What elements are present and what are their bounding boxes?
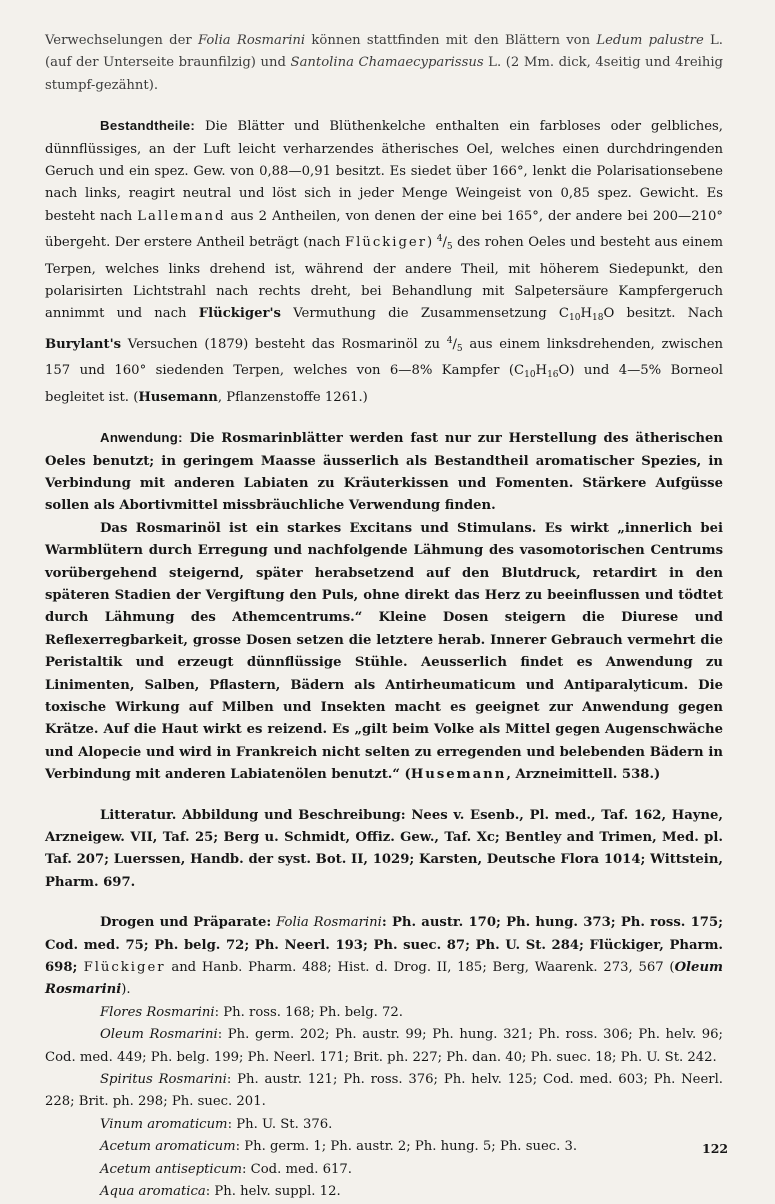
italic-term: Folia Rosmarini <box>276 915 382 931</box>
text-span: ). <box>121 982 131 998</box>
italic-term: Flores Rosmarini <box>100 1004 215 1020</box>
italic-term: Vinum aromaticum <box>100 1116 228 1132</box>
subscript: 10 <box>569 313 581 324</box>
author-name: Lallemand <box>137 208 226 224</box>
italic-term: Ledum palustre <box>596 33 704 48</box>
paragraph-bestandtheile: Bestandtheile: Die Blätter und Blüthenkelche enthalten ein farbloses oder gelbliches, dünnflüssiges, an der Luft leicht verharzendes ätherisches Oel, welches einen durchdringenden Geruch und ein spez. Gew. von 0,88—0,91 besitzt. Es siedet über 166°, lenkt die Polarisationsebene nach links, reagirt neutral und löst sich in jeder Menge Weingeist von 0,85 spez. Gewicht. Es besteht nach Lallemand aus 2 Antheilen, von denen der eine bei 165°, der andere bei 200—210° übergeht. Der erstere Antheil beträgt (nach Flückiger) $^4/_5$ des rohen Oeles und besteht aus einem Terpen, welches links drehend ist, während der andere Theil, mit höherem Siedepunkt, den polarisirten Lichtstrahl nach rechts dreht, bei Behandlung mit Salpetersäure Kampfergeruch annimmt und nach Flückiger's Vermuthung die Zusammensetzung $C_{10}H_{18}O$ besitzt. Nach Burylant's Versuchen (1879) besteht das Rosmarinöl zu $^4/_5$ aus einem linksdrehenden, zwischen 157 und 160° siedenden Terpen, welches von 6—8% Kampfer $(C_{10}H_{16}O)$ und 4—5% Borneol begleitet ist. (Husemann, Pflanzenstoffe 1261.) <box>45 118 724 405</box>
italic-term: Acetum aromaticum <box>100 1139 236 1155</box>
preparation-line <box>45 1181 723 1203</box>
italic-term: Aqua aromatica <box>100 1184 206 1200</box>
text-span: O) und 4—5% Borneol begleitet ist. ( <box>45 363 723 405</box>
text-span: Vermuthung die Zusammensetzung C <box>280 306 570 322</box>
text-span: : Ph. austr. 121; Ph. ross. 376; Ph. helv. 125; Cod. med. 603; Ph. Neerl. 228; Brit. ph. 298; Ph. suec. 201. <box>45 1072 723 1110</box>
text-span: Das Rosmarinöl ist ein starkes Excitans und Stimulans. Es wirkt „innerlich bei Warmblütern durch Erregung und nachfolgende Lähmung des vasomotorischen Centrums vorübergehend steigernd, später herabsetzend auf den Blutdruck, retardirt in den späteren Stadien der Vergiftung den Puls, ohne direkt das Herz zu beeinflussen und tödtet durch Lähmung des Athemcentrums.“ Kleine Dosen steigern die Diurese und Reflexerregbarkeit, grosse Dosen setzen die letztere herab. Innerer Gebrauch vermehrt die Peristaltik und erzeugt dünnflüssige Stühle. Aeusserlich findet es Anwendung zu Linimenten, Salben, Pflastern, Bädern als Antirheumaticum und Antiparalyticum. Die toxische Wirkung auf Milben und Insekten macht es geeignet zur Anwendung gegen Krätze. Auf die Haut wirkt es reizend. Es „gilt beim Volke als Mittel gegen Augenschwäche und Alopecie und wird in Frankreich nicht selten zu erregenden und belebenden Bädern in Verbindung mit anderen Labiatenölen benutzt.“ ( <box>45 520 723 783</box>
text-span: and Hanb. Pharm. 488; Hist. d. Drog. II, 185; Berg, Waarenk. 273, 567 ( <box>165 960 675 976</box>
text-span: aus 2 Antheilen, von denen der eine bei 165°, der andere bei 200—210° übergeht. Der erstere Antheil beträgt (nach <box>45 208 724 251</box>
text-span: : Cod. med. 617. <box>242 1161 352 1177</box>
text-span: L. (2 Mm. dick, 4seitig und 4reihig stumpf-gezähnt). <box>45 55 724 93</box>
text-span: : Ph. germ. 1; Ph. austr. 2; Ph. hung. 5; Ph. suec. 3. <box>235 1139 578 1155</box>
paragraph-anwendung <box>45 427 723 518</box>
text-span: können stattfinden mit den Blättern von <box>305 33 597 48</box>
text-span: Verwechselungen der <box>45 33 198 48</box>
paragraph-verwechselungen <box>45 30 723 97</box>
subscript: 18 <box>591 313 604 324</box>
text-span: des rohen Oeles und besteht aus einem Terpen, welches links drehend ist, während der andere Theil, mit höherem Siedepunkt, den polarisirten Lichtstrahl nach rechts dreht, bei Behandlung mit Salpetersäure Kampfergeruch annimmt und nach <box>45 235 723 322</box>
text-span: : Ph. helv. suppl. 12. <box>205 1184 341 1200</box>
italic-term: Spiritus Rosmarini <box>100 1072 227 1088</box>
preparation-line <box>45 1136 723 1158</box>
subscript: 16 <box>547 370 559 381</box>
preparation-line <box>45 1114 723 1136</box>
author-name: Burylant's <box>45 336 122 352</box>
text-span: Die Blätter und Blüthenkelche enthalten ein farbloses oder gelbliches, dünnflüssiges, an der Luft leicht verharzendes ätherisches Oel, welches einen durchdringenden Geruch und ein spez. Gew. von 0,88—0,91 besitzt. Es siedet über 166°, lenkt die Polarisationsebene nach links, reagirt neutral und löst sich in jeder Menge Weingeist von 0,85 spez. Gewicht. Es besteht nach <box>45 119 723 224</box>
paragraph-drogen <box>45 912 723 1002</box>
fraction-numerator: 4 <box>446 335 453 346</box>
text-span: : Ph. germ. 202; Ph. austr. 99; Ph. hung. 321; Ph. ross. 306; Ph. helv. 96; Cod. med. 449; Ph. belg. 199; Ph. Neerl. 171; Brit. ph. 227; Ph. dan. 40; Ph. suec. 18; Ph. U. St. 242. <box>45 1027 724 1065</box>
author-name: Flückiger's <box>198 306 281 322</box>
text-span: : Ph. U. St. 376. <box>227 1116 333 1132</box>
author-name: Flückiger <box>345 235 428 251</box>
fraction-numerator: 4 <box>436 234 443 245</box>
fraction-denominator: 5 <box>456 343 463 354</box>
text-span: H <box>580 306 592 322</box>
paragraph-rosmarinoel <box>45 518 723 787</box>
author-name: Husemann <box>410 767 507 783</box>
text-span: : Ph. ross. 168; Ph. belg. 72. <box>214 1004 403 1020</box>
text-span: Nees v. Esenb., Pl. med., Taf. 162, Hayne, Arzneigew. VII, Taf. 25; Berg u. Schmidt, Offiz. Gew., Taf. Xc; Bentley and Trimen, Med. pl. Taf. 207; Luerssen, Handb. der syst. Bot. II, 1029; Karsten, Deutsche Flora 1014; Wittstein, Pharm. 697. <box>45 807 724 890</box>
preparation-line <box>45 1069 723 1114</box>
text-span: Versuchen (1879) besteht das Rosmarinöl zu <box>121 336 447 352</box>
section-heading-drogen: Drogen und Präparate: <box>100 915 272 931</box>
section-heading-bestandtheile: Bestandtheile: <box>100 118 196 134</box>
italic-term: Santolina Chamaecyparissus <box>290 55 484 71</box>
text-span: O besitzt. Nach <box>603 306 723 322</box>
section-heading-litteratur: Litteratur. Abbildung und Beschreibung: <box>100 807 406 823</box>
text-span: H <box>535 363 548 379</box>
author-name: Flückiger <box>83 960 166 976</box>
page-number: 122 <box>702 1141 729 1156</box>
italic-term: Oleum Rosmarini <box>100 1027 218 1043</box>
italic-term: Folia Rosmarini <box>197 33 306 48</box>
text-span: ) <box>427 235 437 251</box>
italic-term: Oleum Rosmarini <box>45 960 723 998</box>
section-heading-anwendung: Anwendung: <box>100 430 183 446</box>
text-span: aus einem linksdrehenden, zwischen 157 und 160° siedenden Terpen, welches von 6—8% Kampfer (C <box>45 336 724 379</box>
preparation-line <box>45 1159 723 1181</box>
text-span: , Pflanzenstoffe 1261.) <box>217 389 368 405</box>
text-span: , Arzneimittell. 538.) <box>506 767 661 783</box>
italic-term: Acetum antisepticum <box>100 1161 242 1177</box>
text-span: Die Rosmarinblätter werden fast nur zur Herstellung des ätherischen Oeles benutzt; in geringem Maasse äusserlich als Bestandtheil aromatischer Spezies, in Verbindung mit anderen Labiaten zu Kräuterkissen und Fomenten. Stärkere Aufgüsse sollen als Abortivmittel missbräuchliche Verwendung finden. <box>45 431 723 514</box>
page-body <box>45 30 723 1204</box>
preparation-line <box>45 1002 723 1024</box>
text-span: : Ph. austr. 170; Ph. hung. 373; Ph. ross. 175; Cod. med. 75; Ph. belg. 72; Ph. Neerl. 193; Ph. suec. 87; Ph. U. St. 284; Flückiger, Pharm. 698; <box>45 915 723 976</box>
preparation-line <box>45 1024 723 1069</box>
text-span: L. (auf der Unterseite braunfilzig) und <box>45 33 724 71</box>
paragraph-litteratur <box>45 805 723 895</box>
subscript: 10 <box>524 370 536 381</box>
fraction-denominator: 5 <box>446 242 453 253</box>
author-name: Husemann <box>138 389 218 405</box>
